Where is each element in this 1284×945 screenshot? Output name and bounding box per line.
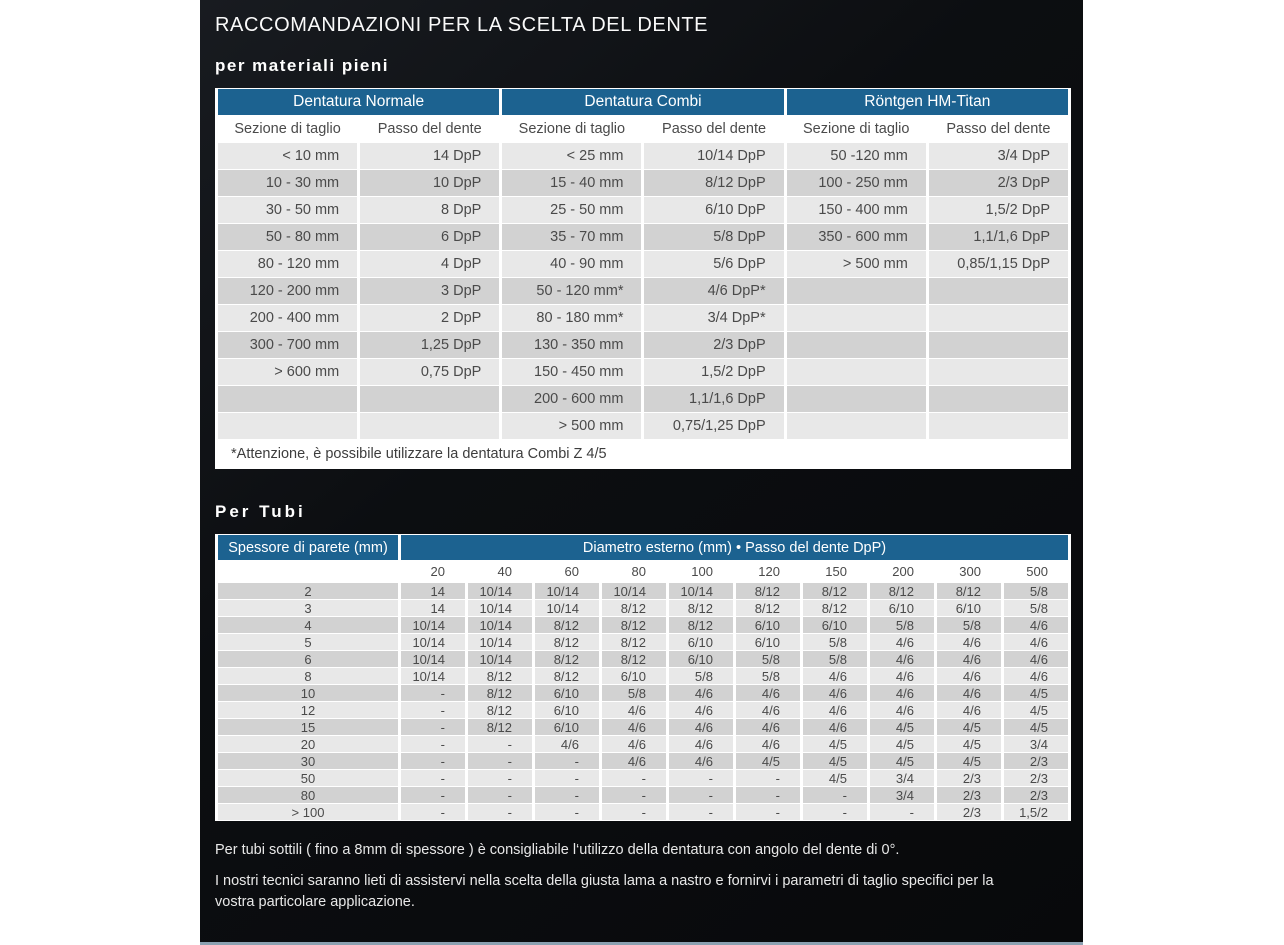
tube-pitch-cell: - xyxy=(535,804,599,820)
solid-table-cell xyxy=(218,386,357,412)
tube-pitch-cell: 4/5 xyxy=(937,736,1001,752)
tube-table-row xyxy=(218,685,1068,701)
group-header-roentgen-hm-titan: Röntgen HM-Titan xyxy=(787,89,1068,115)
tube-pitch-cell: 4/5 xyxy=(870,753,934,769)
tube-pitch-cell: 8/12 xyxy=(602,634,666,650)
tube-pitch-cell: 6/10 xyxy=(602,668,666,684)
tube-pitch-cell: 8/12 xyxy=(535,634,599,650)
section-solid-materials-title: per materiali pieni xyxy=(215,56,389,75)
tube-pitch-cell: 10/14 xyxy=(602,583,666,599)
solid-table-cell: 150 - 450 mm xyxy=(502,359,641,385)
tube-pitch-cell: 8/12 xyxy=(468,685,532,701)
solid-table-cell: 50 -120 mm xyxy=(787,143,926,169)
solid-table-row xyxy=(218,305,1068,331)
solid-table-row xyxy=(218,386,1068,412)
subheader-passo-roentgen: Passo del dente xyxy=(929,116,1068,142)
tube-pitch-cell: 8/12 xyxy=(669,617,733,633)
group-header-dentatura-combi: Dentatura Combi xyxy=(502,89,783,115)
tube-pitch-cell: 2/3 xyxy=(1004,753,1068,769)
solid-table-cell: < 10 mm xyxy=(218,143,357,169)
solid-table-cell: 3/4 DpP* xyxy=(644,305,783,331)
tube-pitch-cell: 6/10 xyxy=(736,617,800,633)
tube-pitch-cell: 4/6 xyxy=(669,685,733,701)
tube-pitch-cell: 8/12 xyxy=(602,617,666,633)
tube-pitch-cell: 4/6 xyxy=(803,685,867,701)
solid-table-cell: 3 DpP xyxy=(360,278,499,304)
solid-table-row xyxy=(218,359,1068,385)
tube-pitch-cell: 5/8 xyxy=(937,617,1001,633)
tube-diameter-header: 100 xyxy=(669,561,733,582)
tube-pitch-cell: - xyxy=(669,770,733,786)
subheader-passo-normale: Passo del dente xyxy=(360,116,499,142)
tube-pitch-cell: 4/5 xyxy=(937,719,1001,735)
solid-table-cell: 0,75 DpP xyxy=(360,359,499,385)
tube-pitch-cell: 4/6 xyxy=(669,736,733,752)
tube-pitch-cell: 3/4 xyxy=(870,787,934,803)
tube-table-row xyxy=(218,600,1068,616)
solid-table-cell: 100 - 250 mm xyxy=(787,170,926,196)
tube-diameter-header: 80 xyxy=(602,561,666,582)
tube-pitch-cell: - xyxy=(401,736,465,752)
tube-pitch-cell: 4/6 xyxy=(937,651,1001,667)
page-title: RACCOMANDAZIONI PER LA SCELTA DEL DENTE xyxy=(215,14,709,36)
solid-table-cell xyxy=(360,386,499,412)
tube-pitch-cell: 4/6 xyxy=(602,719,666,735)
solid-table-cell: 40 - 90 mm xyxy=(502,251,641,277)
solid-table-cell: 150 - 400 mm xyxy=(787,197,926,223)
solid-table-cell: 25 - 50 mm xyxy=(502,197,641,223)
tube-pitch-cell: 4/6 xyxy=(602,736,666,752)
tube-pitch-cell: - xyxy=(468,770,532,786)
tube-pitch-cell: 8/12 xyxy=(535,651,599,667)
tube-pitch-cell: 10/14 xyxy=(669,583,733,599)
tube-thickness-cell: 2 xyxy=(218,583,398,599)
tube-pitch-cell: 6/10 xyxy=(535,719,599,735)
solid-table-cell: 10/14 DpP xyxy=(644,143,783,169)
tube-pitch-cell: 4/6 xyxy=(602,702,666,718)
solid-table-cell: 120 - 200 mm xyxy=(218,278,357,304)
tube-pitch-cell: 4/6 xyxy=(736,702,800,718)
solid-table-cell: 6/10 DpP xyxy=(644,197,783,223)
solid-table-cell: 80 - 180 mm* xyxy=(502,305,641,331)
tube-pitch-cell: 6/10 xyxy=(535,685,599,701)
tube-pitch-cell: - xyxy=(468,787,532,803)
solid-table-cell: 300 - 700 mm xyxy=(218,332,357,358)
tube-pitch-cell: 8/12 xyxy=(535,617,599,633)
tube-pitch-cell: 2/3 xyxy=(937,787,1001,803)
solid-table-cell: 1,25 DpP xyxy=(360,332,499,358)
tube-pitch-cell: 8/12 xyxy=(937,583,1001,599)
tube-pitch-cell: 8/12 xyxy=(870,583,934,599)
tube-pitch-cell: - xyxy=(602,787,666,803)
tube-pitch-cell: - xyxy=(401,804,465,820)
solid-table-cell xyxy=(787,305,926,331)
tube-pitch-cell: 4/5 xyxy=(1004,685,1068,701)
tube-pitch-cell: 4/6 xyxy=(1004,617,1068,633)
solid-table-row xyxy=(218,143,1068,169)
tube-thickness-cell: 4 xyxy=(218,617,398,633)
technical-assistance-note: I nostri tecnici saranno lieti di assistervi nella scelta della giusta lama a nastro e fornirvi i parametri di taglio specifici per la vostra particolare applicazione. xyxy=(215,873,994,910)
tube-pitch-cell: - xyxy=(736,804,800,820)
tube-pitch-cell: - xyxy=(669,787,733,803)
tube-pitch-cell: - xyxy=(870,804,934,820)
tube-table-row xyxy=(218,617,1068,633)
tube-pitch-cell: 4/6 xyxy=(870,634,934,650)
tube-pitch-cell: - xyxy=(535,787,599,803)
tube-pitch-cell: 14 xyxy=(401,600,465,616)
solid-table-cell: 35 - 70 mm xyxy=(502,224,641,250)
tube-pitch-cell: 4/6 xyxy=(669,702,733,718)
tube-pitch-cell: 8/12 xyxy=(669,600,733,616)
tube-pitch-cell: - xyxy=(401,753,465,769)
tube-pitch-cell: 4/5 xyxy=(937,753,1001,769)
tube-thickness-cell: 20 xyxy=(218,736,398,752)
solid-table-footnote: *Attenzione, è possibile utilizzare la dentatura Combi Z 4/5 xyxy=(218,440,1068,468)
solid-table-cell: 50 - 120 mm* xyxy=(502,278,641,304)
tube-pitch-cell: 5/8 xyxy=(803,634,867,650)
tube-pitch-cell: 10/14 xyxy=(401,651,465,667)
tube-pitch-cell: 5/8 xyxy=(602,685,666,701)
tube-pitch-cell: 4/5 xyxy=(1004,719,1068,735)
tube-pitch-cell: - xyxy=(602,770,666,786)
tube-pitch-cell: 5/8 xyxy=(1004,583,1068,599)
tube-pitch-cell: 4/6 xyxy=(736,685,800,701)
subheader-sezione-combi: Sezione di taglio xyxy=(502,116,641,142)
tube-table-row xyxy=(218,583,1068,599)
tube-table-row xyxy=(218,736,1068,752)
tube-pitch-cell: 4/6 xyxy=(1004,668,1068,684)
tube-pitch-cell: 8/12 xyxy=(602,651,666,667)
solid-footnote-row xyxy=(218,440,1068,468)
tube-pitch-cell: 4/6 xyxy=(937,634,1001,650)
tube-pitch-cell: 2/3 xyxy=(937,770,1001,786)
tube-pitch-cell: 10/14 xyxy=(401,634,465,650)
tube-pitch-cell: 6/10 xyxy=(669,634,733,650)
tube-pitch-cell: 4/6 xyxy=(1004,634,1068,650)
tube-pitch-cell: 4/5 xyxy=(803,753,867,769)
tube-pitch-cell: - xyxy=(535,753,599,769)
tube-pitch-cell: 4/6 xyxy=(937,702,1001,718)
tube-pitch-cell: 4/6 xyxy=(803,719,867,735)
solid-table-row xyxy=(218,224,1068,250)
solid-table-cell xyxy=(929,305,1068,331)
tube-table-row xyxy=(218,634,1068,650)
tube-pitch-cell: - xyxy=(736,770,800,786)
tube-table-row xyxy=(218,770,1068,786)
solid-table-body xyxy=(218,143,1068,439)
tube-diameter-header: 120 xyxy=(736,561,800,582)
tube-pitch-cell: 4/5 xyxy=(803,770,867,786)
tube-pitch-cell: - xyxy=(468,804,532,820)
tube-pitch-cell: 10/14 xyxy=(401,668,465,684)
content-panel xyxy=(200,0,1083,945)
tube-pitch-cell: 2/3 xyxy=(1004,770,1068,786)
tube-pitch-cell: - xyxy=(401,770,465,786)
tube-pitch-cell: 8/12 xyxy=(602,600,666,616)
thin-tube-note: Per tubi sottili ( fino a 8mm di spessore ) è consigliabile l‘utilizzo della dentatura con angolo del dente di 0°. xyxy=(215,842,900,858)
tube-thickness-cell: 12 xyxy=(218,702,398,718)
tube-pitch-cell: 4/6 xyxy=(669,753,733,769)
tube-pitch-cell: 8/12 xyxy=(736,583,800,599)
tube-pitch-cell: 6/10 xyxy=(870,600,934,616)
tube-pitch-cell: 5/8 xyxy=(736,668,800,684)
tube-diameter-blank-cell xyxy=(218,561,398,582)
solid-table-cell: 80 - 120 mm xyxy=(218,251,357,277)
solid-table-cell xyxy=(218,413,357,439)
tube-pitch-cell: - xyxy=(602,804,666,820)
tube-diameter-header: 200 xyxy=(870,561,934,582)
tube-pitch-cell: 6/10 xyxy=(535,702,599,718)
tube-diameter-header-row xyxy=(218,561,1068,582)
tube-pitch-cell: - xyxy=(468,753,532,769)
tube-pitch-cell: 8/12 xyxy=(803,600,867,616)
solid-subheader-row xyxy=(218,116,1068,142)
solid-table-cell: 350 - 600 mm xyxy=(787,224,926,250)
tube-pitch-cell: - xyxy=(468,736,532,752)
tube-thickness-cell: 8 xyxy=(218,668,398,684)
solid-table-cell: 200 - 600 mm xyxy=(502,386,641,412)
tube-table-body xyxy=(218,583,1068,820)
solid-table-cell: 0,75/1,25 DpP xyxy=(644,413,783,439)
tube-pitch-cell: - xyxy=(401,787,465,803)
solid-table-cell xyxy=(929,332,1068,358)
subheader-sezione-roentgen: Sezione di taglio xyxy=(787,116,926,142)
solid-table-cell: > 500 mm xyxy=(502,413,641,439)
solid-table-cell xyxy=(787,386,926,412)
solid-table-row xyxy=(218,251,1068,277)
solid-table-cell xyxy=(929,386,1068,412)
solid-table-row xyxy=(218,197,1068,223)
solid-table-cell: 0,85/1,15 DpP xyxy=(929,251,1068,277)
tube-thickness-cell: 6 xyxy=(218,651,398,667)
solid-table-cell: 50 - 80 mm xyxy=(218,224,357,250)
tube-pitch-cell: 4/6 xyxy=(736,736,800,752)
solid-table-row xyxy=(218,413,1068,439)
tube-pitch-cell: 10/14 xyxy=(468,617,532,633)
solid-table-cell: 10 - 30 mm xyxy=(218,170,357,196)
tube-pitch-cell: - xyxy=(401,719,465,735)
tube-pitch-cell: 4/5 xyxy=(736,753,800,769)
solid-table-cell xyxy=(929,413,1068,439)
tube-table-row xyxy=(218,651,1068,667)
solid-table-cell: 1,1/1,6 DpP xyxy=(644,386,783,412)
tube-pitch-cell: 5/8 xyxy=(669,668,733,684)
tube-pitch-cell: 8/12 xyxy=(468,702,532,718)
tube-diameter-header: 20 xyxy=(401,561,465,582)
tube-pitch-cell: 4/6 xyxy=(870,668,934,684)
tube-header-wall-thickness: Spessore di parete (mm) xyxy=(218,535,398,560)
tube-pitch-cell: 4/6 xyxy=(870,685,934,701)
solid-table-cell: 130 - 350 mm xyxy=(502,332,641,358)
tube-pitch-cell: 1,5/2 xyxy=(1004,804,1068,820)
solid-table-cell: 1,5/2 DpP xyxy=(929,197,1068,223)
tube-pitch-cell: 6/10 xyxy=(736,634,800,650)
solid-table-cell: 1,1/1,6 DpP xyxy=(929,224,1068,250)
tube-pitch-cell: 4/5 xyxy=(803,736,867,752)
solid-table-cell: 6 DpP xyxy=(360,224,499,250)
solid-table-cell: < 25 mm xyxy=(502,143,641,169)
tube-pitch-cell: 4/6 xyxy=(937,668,1001,684)
tube-pitch-cell: 8/12 xyxy=(535,668,599,684)
tube-pitch-cell: 4/6 xyxy=(1004,651,1068,667)
solid-table-row xyxy=(218,332,1068,358)
tube-thickness-cell: 10 xyxy=(218,685,398,701)
solid-table-cell xyxy=(360,413,499,439)
tube-pitch-cell: 10/14 xyxy=(401,617,465,633)
tube-table-row xyxy=(218,787,1068,803)
tube-thickness-cell: 30 xyxy=(218,753,398,769)
tube-header-outer-diameter: Diametro esterno (mm) • Passo del dente DpP) xyxy=(401,535,1068,560)
tube-pitch-cell: 4/6 xyxy=(870,702,934,718)
tube-pitch-cell: 10/14 xyxy=(535,600,599,616)
tube-pitch-cell: 8/12 xyxy=(736,600,800,616)
tube-pitch-cell: 10/14 xyxy=(468,600,532,616)
tube-pitch-cell: 10/14 xyxy=(468,651,532,667)
solid-table-cell: 30 - 50 mm xyxy=(218,197,357,223)
tube-pitch-cell: 5/8 xyxy=(736,651,800,667)
solid-table-cell: > 600 mm xyxy=(218,359,357,385)
solid-table-cell: 8 DpP xyxy=(360,197,499,223)
solid-table-cell xyxy=(787,278,926,304)
tube-pitch-cell: 4/5 xyxy=(870,736,934,752)
solid-table-row xyxy=(218,170,1068,196)
tube-pitch-cell: 10/14 xyxy=(468,583,532,599)
tube-diameter-header: 40 xyxy=(468,561,532,582)
tube-table-row xyxy=(218,804,1068,820)
tube-pitch-cell: 6/10 xyxy=(803,617,867,633)
tube-pitch-cell: - xyxy=(803,804,867,820)
tube-diameter-header: 300 xyxy=(937,561,1001,582)
solid-table-cell: 5/6 DpP xyxy=(644,251,783,277)
tube-pitch-cell: 14 xyxy=(401,583,465,599)
section-tubes-title: Per Tubi xyxy=(215,502,306,521)
tube-thickness-cell: 3 xyxy=(218,600,398,616)
tube-pitch-cell: - xyxy=(803,787,867,803)
solid-table-cell: 1,5/2 DpP xyxy=(644,359,783,385)
solid-table-cell: 2/3 DpP xyxy=(644,332,783,358)
tube-pitch-cell: 10/14 xyxy=(535,583,599,599)
tube-thickness-cell: 15 xyxy=(218,719,398,735)
tube-pitch-cell: 8/12 xyxy=(468,719,532,735)
solid-table-cell: > 500 mm xyxy=(787,251,926,277)
tube-pitch-cell: 3/4 xyxy=(1004,736,1068,752)
tube-group-header-row xyxy=(218,535,1068,560)
solid-table-cell: 10 DpP xyxy=(360,170,499,196)
group-header-dentatura-normale: Dentatura Normale xyxy=(218,89,499,115)
tube-pitch-cell: 2/3 xyxy=(937,804,1001,820)
solid-table-cell: 15 - 40 mm xyxy=(502,170,641,196)
solid-table-cell: 3/4 DpP xyxy=(929,143,1068,169)
solid-table-cell xyxy=(929,278,1068,304)
tube-pitch-cell: 6/10 xyxy=(669,651,733,667)
solid-table-cell xyxy=(787,413,926,439)
tube-pitch-cell: - xyxy=(401,685,465,701)
tube-pitch-cell: 8/12 xyxy=(803,583,867,599)
tube-pitch-cell: - xyxy=(535,770,599,786)
tube-pitch-cell: - xyxy=(669,804,733,820)
tube-pitch-cell: 4/6 xyxy=(803,702,867,718)
solid-table-cell xyxy=(787,359,926,385)
tube-table-row xyxy=(218,719,1068,735)
solid-table-cell: 14 DpP xyxy=(360,143,499,169)
tube-pitch-cell: 4/6 xyxy=(937,685,1001,701)
tube-pitch-cell: 4/5 xyxy=(870,719,934,735)
tube-pitch-cell: - xyxy=(401,702,465,718)
tube-diameter-header: 500 xyxy=(1004,561,1068,582)
tube-pitch-cell: 4/6 xyxy=(602,753,666,769)
tube-pitch-cell: 4/6 xyxy=(535,736,599,752)
tube-pitch-cell: 4/6 xyxy=(736,719,800,735)
tube-pitch-cell: 3/4 xyxy=(870,770,934,786)
tube-table-row xyxy=(218,668,1068,684)
tube-thickness-cell: > 100 xyxy=(218,804,398,820)
solid-table-cell xyxy=(787,332,926,358)
tube-table xyxy=(215,534,1071,821)
tube-thickness-cell: 80 xyxy=(218,787,398,803)
tube-pitch-cell: - xyxy=(736,787,800,803)
solid-table-cell: 4/6 DpP* xyxy=(644,278,783,304)
tube-thickness-cell: 5 xyxy=(218,634,398,650)
tube-pitch-cell: 4/6 xyxy=(870,651,934,667)
tube-pitch-cell: 5/8 xyxy=(870,617,934,633)
solid-group-header-row xyxy=(218,89,1068,115)
tube-thickness-cell: 50 xyxy=(218,770,398,786)
solid-table-cell: 5/8 DpP xyxy=(644,224,783,250)
subheader-sezione-normale: Sezione di taglio xyxy=(218,116,357,142)
tube-pitch-cell: 5/8 xyxy=(803,651,867,667)
tube-pitch-cell: 4/5 xyxy=(1004,702,1068,718)
solid-table-cell: 8/12 DpP xyxy=(644,170,783,196)
tube-table-row xyxy=(218,753,1068,769)
subheader-passo-combi: Passo del dente xyxy=(644,116,783,142)
tube-pitch-cell: 4/6 xyxy=(803,668,867,684)
solid-table-cell: 2/3 DpP xyxy=(929,170,1068,196)
tube-diameter-header: 60 xyxy=(535,561,599,582)
solid-table-cell: 4 DpP xyxy=(360,251,499,277)
tube-table-row xyxy=(218,702,1068,718)
solid-table-cell: 2 DpP xyxy=(360,305,499,331)
tube-pitch-cell: 8/12 xyxy=(468,668,532,684)
tube-pitch-cell: 10/14 xyxy=(468,634,532,650)
tube-diameter-header: 150 xyxy=(803,561,867,582)
solid-table-cell xyxy=(929,359,1068,385)
solid-table-row xyxy=(218,278,1068,304)
tube-pitch-cell: 6/10 xyxy=(937,600,1001,616)
tube-pitch-cell: 5/8 xyxy=(1004,600,1068,616)
solid-materials-table xyxy=(215,88,1071,469)
tube-pitch-cell: 4/6 xyxy=(669,719,733,735)
tube-pitch-cell: 2/3 xyxy=(1004,787,1068,803)
solid-table-cell: 200 - 400 mm xyxy=(218,305,357,331)
